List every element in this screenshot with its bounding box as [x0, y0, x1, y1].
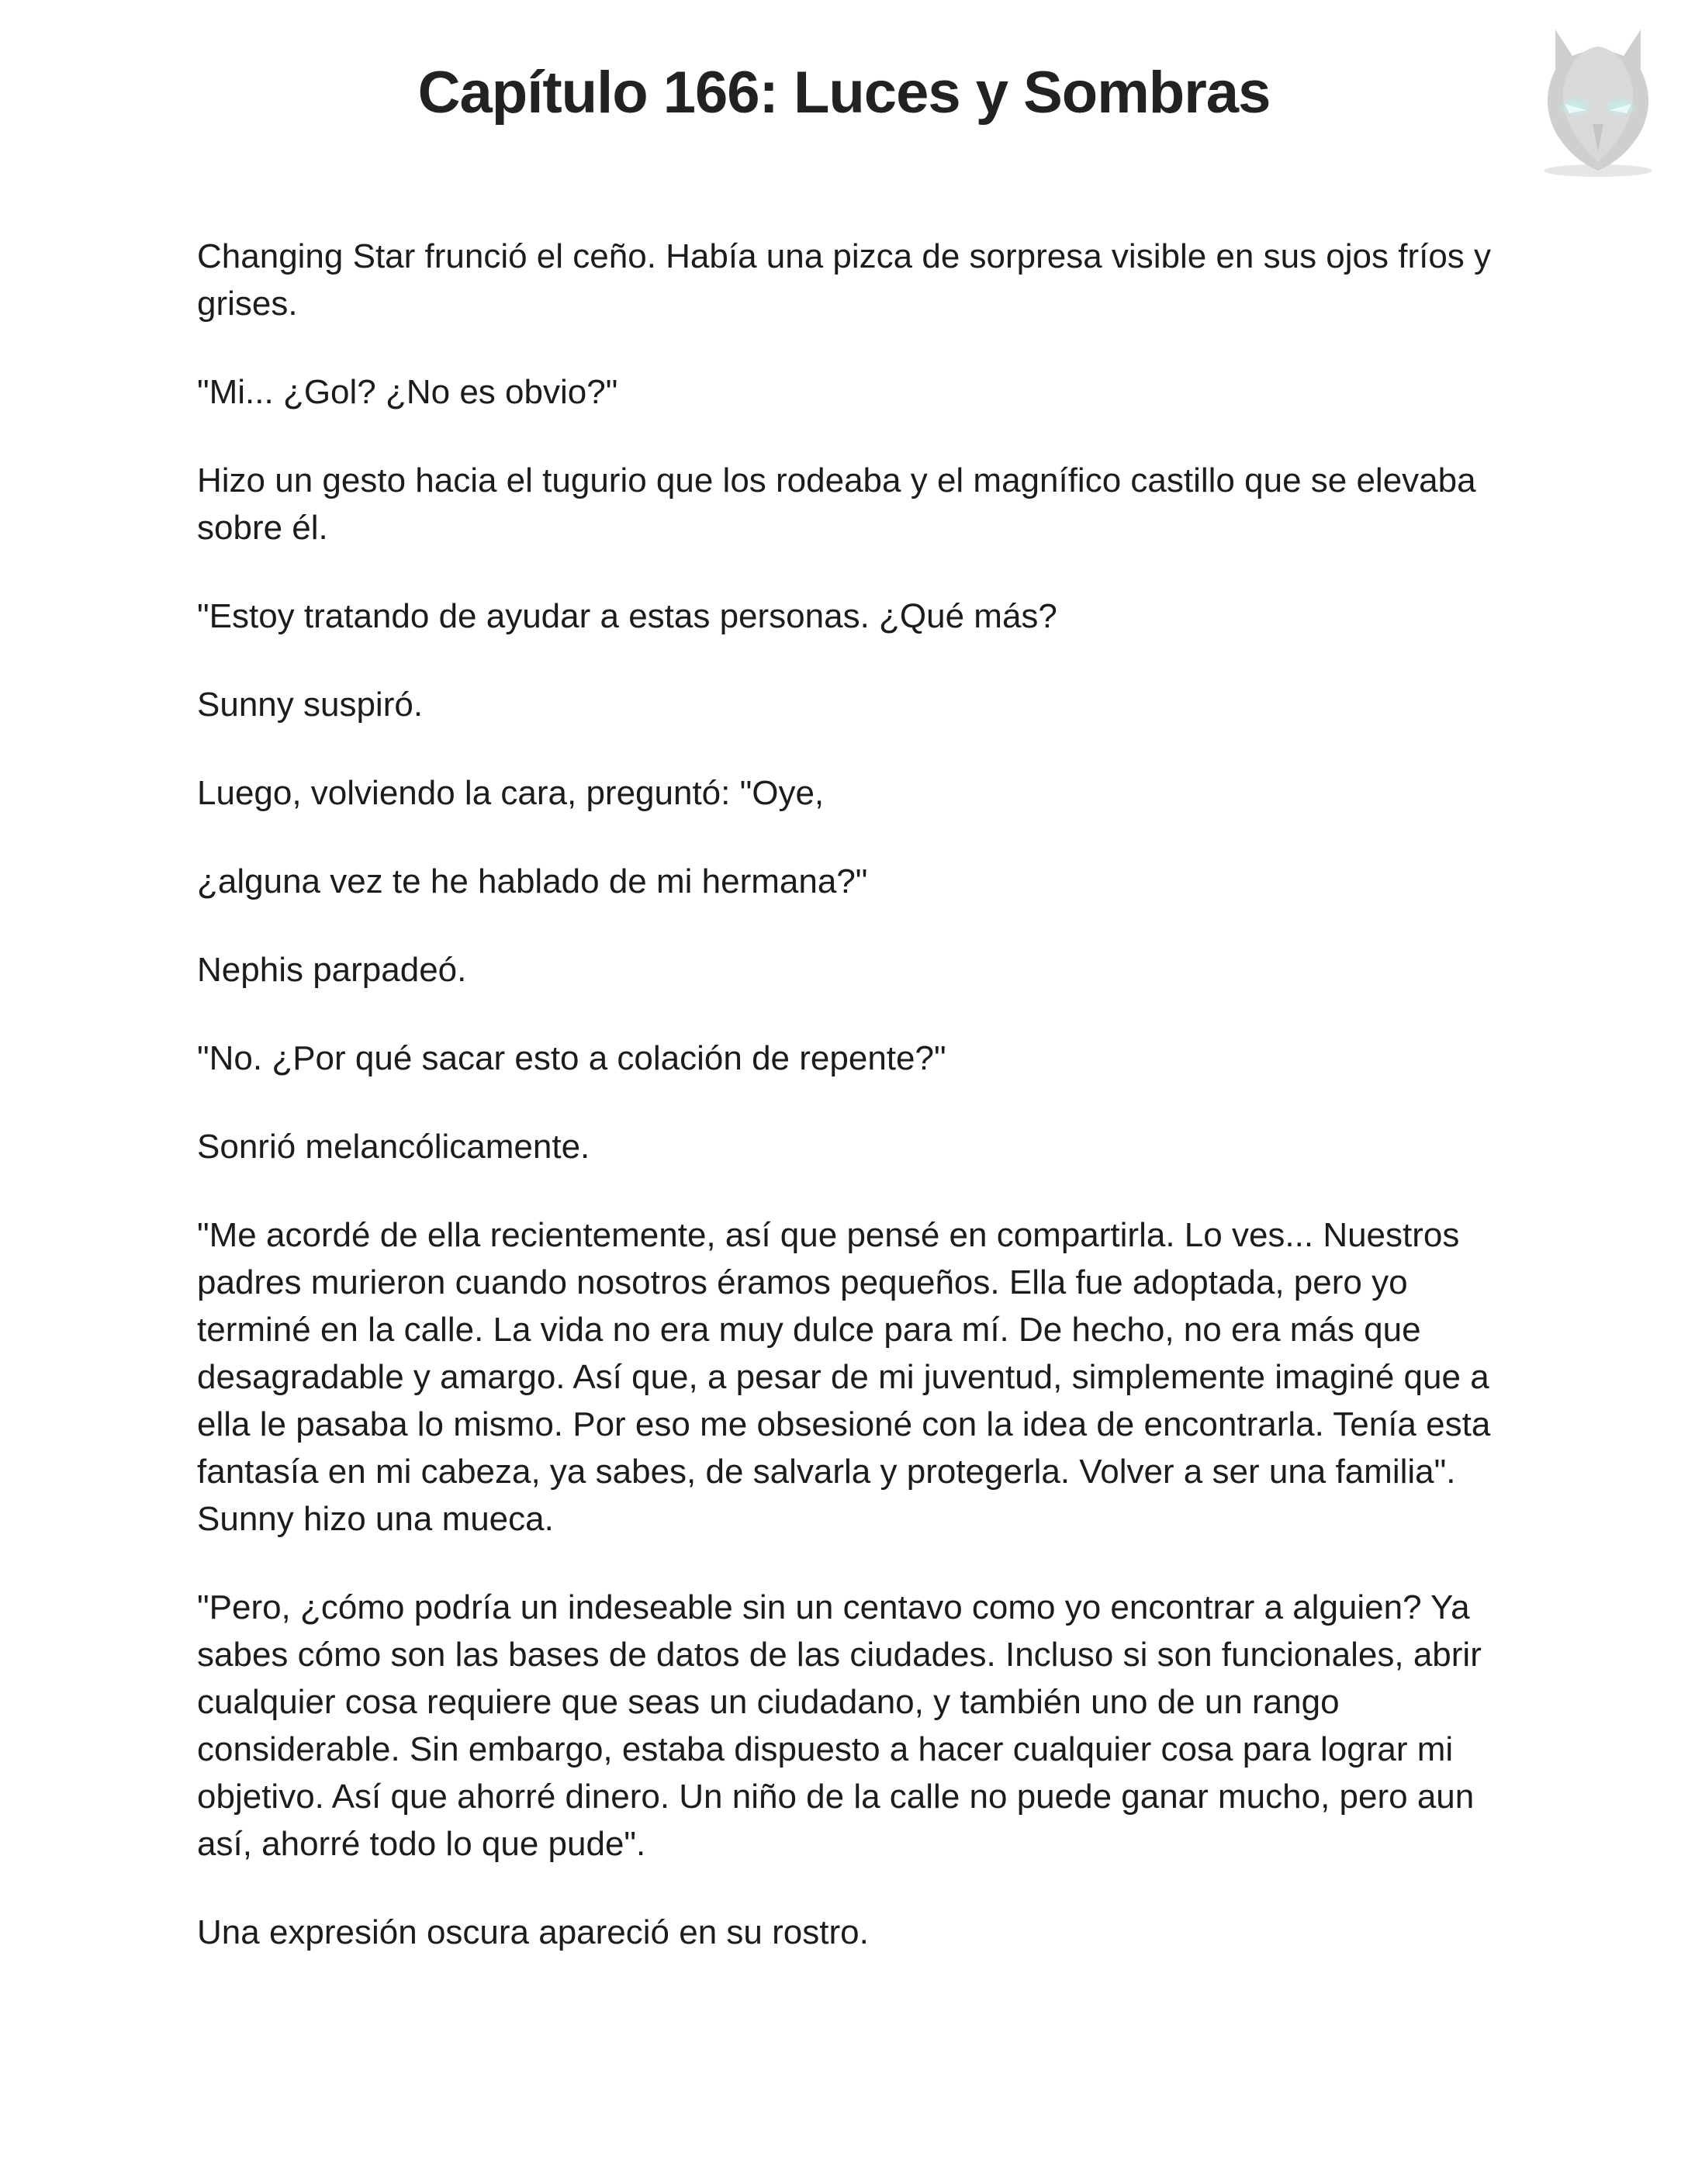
demon-head-logo-icon: [1524, 16, 1672, 186]
paragraph: Luego, volviendo la cara, preguntó: "Oye,: [197, 774, 825, 812]
paragraph: "Estoy tratando de ayudar a estas personas. ¿Qué más?: [197, 597, 1057, 635]
page-title: Capítulo 166: Luces y Sombras: [417, 60, 1271, 126]
chapter-body: [197, 233, 1516, 1997]
paragraph: "Pero, ¿cómo podría un indeseable sin un centavo como yo encontrar a alguien? Ya sabes cómo son las bases de datos de las ciudades. Incluso si son funcionales, abrir cualquier cosa requiere que seas un ciudadano, y también uno de un rango considerable. Sin embargo, estaba dispuesto a hacer cualquier cosa para lograr mi objetivo. Así que ahorré dinero. Un niño de la calle no puede ganar mucho, pero aun así, ahorré todo lo que pude".: [197, 1588, 1482, 1863]
paragraph: ¿alguna vez te he hablado de mi hermana?": [197, 862, 868, 900]
paragraph: "Me acordé de ella recientemente, así que pensé en compartirla. Lo ves... Nuestros padres murieron cuando nosotros éramos pequeños. Ella fue adoptada, pero yo terminé en la calle. La vida no era muy dulce para mí. De hecho, no era más que desagradable y amargo. Así que, a pesar de mi juventud, simplemente imaginé que a ella le pasaba lo mismo. Por eso me obsesioné con la idea de encontrarla. Tenía esta fantasía en mi cabeza, ya sabes, de salvarla y protegerla. Volver a ser una familia". Sunny hizo una mueca.: [197, 1216, 1491, 1538]
paragraph: Sonrió melancólicamente.: [197, 1128, 590, 1166]
paragraph: Sunny suspiró.: [197, 686, 424, 724]
paragraph: Nephis parpadeó.: [197, 951, 467, 989]
paragraph: Una expresión oscura apareció en su rostro.: [197, 1913, 869, 1951]
paragraph: Changing Star frunció el ceño. Había una pizca de sorpresa visible en sus ojos fríos y grises.: [197, 237, 1492, 323]
paragraph: "Mi... ¿Gol? ¿No es obvio?": [197, 373, 618, 411]
paragraph: "No. ¿Por qué sacar esto a colación de repente?": [197, 1039, 946, 1077]
paragraph: Hizo un gesto hacia el tugurio que los rodeaba y el magnífico castillo que se elevaba sobre él.: [197, 461, 1476, 547]
